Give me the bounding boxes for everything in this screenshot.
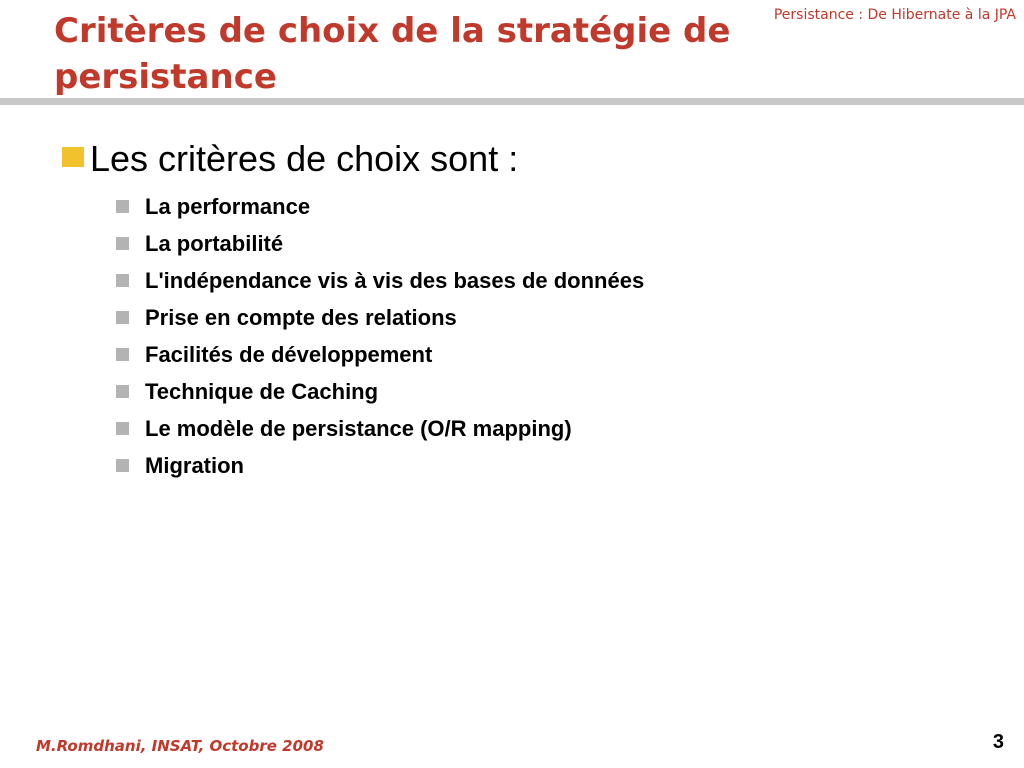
criterion-development: Facilités de développement	[145, 341, 433, 367]
square-bullet-icon	[116, 348, 129, 361]
criterion-performance: La performance	[145, 193, 311, 219]
criterion-migration: Migration	[145, 452, 244, 478]
list-item	[116, 336, 644, 373]
square-bullet-icon	[116, 311, 129, 324]
square-bullet-icon	[116, 274, 129, 287]
criterion-database-independence: L'indépendance vis à vis des bases de données	[145, 267, 645, 293]
list-item	[116, 299, 644, 336]
footer-credit: M.Romdhani, INSAT, Octobre 2008	[36, 737, 324, 755]
criterion-portability: La portabilité	[145, 230, 284, 256]
page-number: 3	[992, 731, 1004, 753]
title-divider	[0, 98, 1024, 105]
list-item	[116, 410, 644, 447]
list-item	[116, 262, 644, 299]
list-item	[116, 447, 644, 484]
slide-title: Critères de choix de la stratégie de persistance	[54, 11, 731, 97]
criterion-caching: Technique de Caching	[145, 378, 379, 404]
list-item	[116, 225, 644, 262]
header-tag: Persistance : De Hibernate à la JPA	[773, 7, 1016, 23]
main-bullet-text: Les critères de choix sont :	[90, 138, 519, 179]
square-bullet-icon	[116, 237, 129, 250]
criterion-relations: Prise en compte des relations	[145, 304, 457, 330]
square-bullet-icon	[116, 385, 129, 398]
list-item	[116, 373, 644, 410]
square-bullet-icon	[62, 147, 84, 167]
criterion-or-mapping: Le modèle de persistance (O/R mapping)	[145, 415, 572, 441]
criteria-list	[116, 188, 644, 484]
square-bullet-icon	[116, 200, 129, 213]
list-item	[116, 188, 644, 225]
square-bullet-icon	[116, 422, 129, 435]
main-bullet-item	[62, 137, 518, 181]
square-bullet-icon	[116, 459, 129, 472]
